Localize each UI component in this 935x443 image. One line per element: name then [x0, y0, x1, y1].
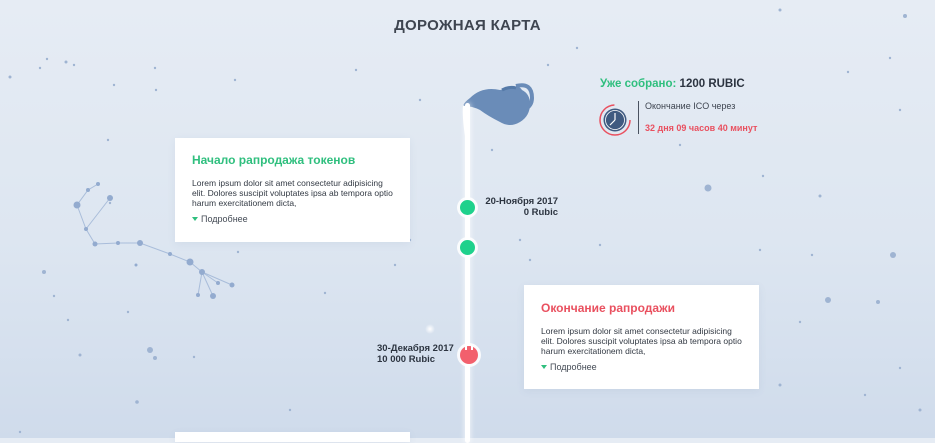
more-link-label: Подробнее: [550, 362, 597, 372]
glow-dot: [425, 324, 435, 334]
timeline-node-end[interactable]: [460, 346, 478, 364]
ico-countdown: 32 дня 09 часов 40 минут: [645, 123, 758, 133]
ico-end-label: Окончание ICO через: [645, 101, 736, 111]
event-card-text: Lorem ipsum dolor sit amet consectetur adipisicing elit. Dolores suscipit voluptates ipsa ab tempora optio harum exercitationem dicta,: [541, 326, 742, 356]
event-card-end: [524, 285, 759, 389]
event-card-title: Окончание рапродажи: [541, 301, 675, 315]
collected-label: Уже собрано:: [600, 78, 677, 90]
timeline-node-middle[interactable]: [460, 240, 475, 255]
page-title: ДОРОЖНАЯ КАРТА: [394, 17, 541, 34]
more-link[interactable]: [541, 362, 742, 372]
timeline-node-start[interactable]: [460, 200, 475, 215]
event-card-start: [175, 138, 410, 242]
more-link[interactable]: [192, 214, 393, 224]
event-2-date: [377, 343, 462, 365]
timeline-line: [465, 103, 470, 443]
event-2-amount: 10 000 Rubic: [377, 354, 436, 365]
collected-summary: [600, 78, 745, 90]
clock-icon: [598, 103, 632, 137]
ico-divider: [638, 101, 639, 134]
collected-value: 1200 RUBIC: [679, 78, 745, 90]
event-1-date: [478, 196, 558, 218]
event-card-text: Lorem ipsum dolor sit amet consectetur adipisicing elit. Dolores suscipit voluptates ipsa ab tempora optio harum exercitationem dicta,: [192, 178, 393, 208]
more-link-label: Подробнее: [201, 214, 248, 224]
event-1-date-text: 20-Ноября 2017: [485, 196, 558, 207]
event-2-date-text: 30-Декабря 2017: [377, 343, 454, 354]
caret-down-icon: [541, 365, 547, 369]
pitcher-icon: [460, 76, 535, 136]
event-1-amount: 0 Rubic: [523, 207, 558, 218]
caret-down-icon: [192, 217, 198, 221]
event-card-title: Начало рапродажа токенов: [192, 153, 356, 167]
event-card-next: [175, 432, 410, 442]
